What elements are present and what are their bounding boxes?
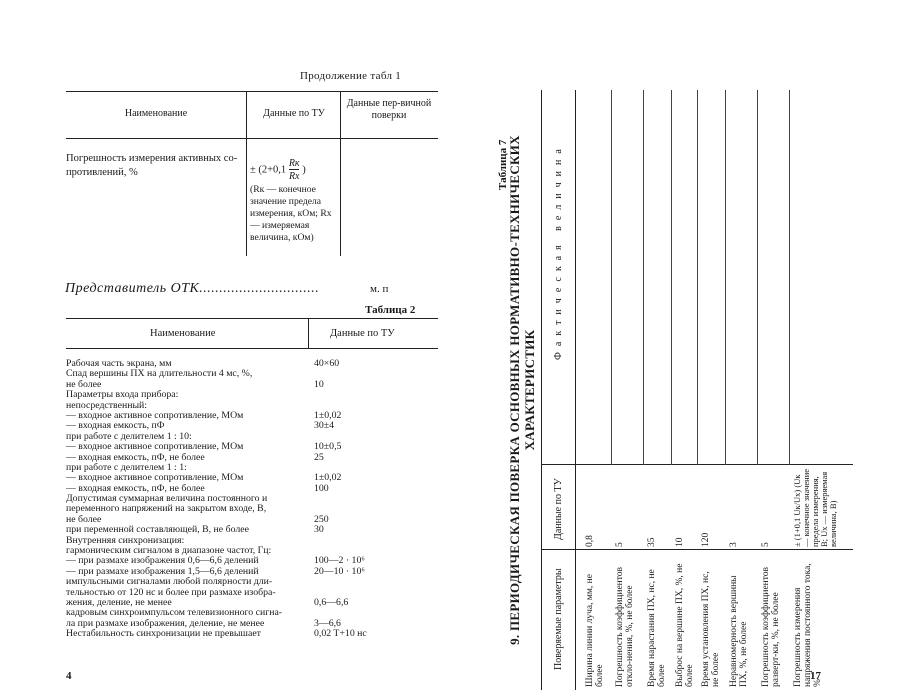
row-name: импульсными сигналами любой полярности дли- [66, 576, 273, 588]
row-value: 1±0,02 [314, 472, 342, 484]
table2-top-rule [66, 318, 438, 319]
row-value: 0,02 T+10 нс [314, 628, 367, 640]
row-name: Ширина линии луча, мм, не более [585, 574, 605, 687]
row-value: 1±0,02 [314, 409, 342, 421]
row-name: Время установления ПХ, нс, не более [701, 571, 721, 687]
table7-col-divider-1 [541, 549, 853, 550]
row-name: тельностью от 120 нс и более при размахе изобра- [66, 586, 276, 598]
row-value: 120 [701, 532, 711, 547]
left-page [0, 0, 445, 699]
table-row [66, 504, 436, 514]
rotated-table7 [495, 90, 855, 690]
table7-header-rule [575, 90, 576, 690]
row-name: — входная емкость, пФ, не более [66, 482, 205, 494]
row-value: 5 [761, 542, 771, 547]
table-row [66, 629, 436, 639]
table1-header-spec: Данные по ТУ [263, 108, 325, 119]
page-number-left: 4 [66, 670, 72, 682]
row-name: не более [66, 378, 102, 390]
fill-line [725, 90, 726, 465]
formula-prefix: ± (2+0,1 [250, 164, 287, 176]
otk-signature-line: Представитель ОТК.............................. [65, 281, 320, 296]
row-value: 100 [314, 482, 329, 494]
table1-col-divider-2 [340, 91, 341, 256]
fill-line [697, 90, 698, 465]
table1-header-rule [66, 138, 438, 139]
row-value: 30 [314, 524, 324, 536]
row-value: 10 [675, 537, 685, 547]
row-value: 40×60 [314, 358, 340, 369]
row-name: не более [66, 513, 102, 525]
row-name: — входная емкость, пФ, не более [66, 451, 205, 463]
table2-body [66, 359, 436, 640]
row-value: 10±0,5 [314, 441, 342, 453]
row-name: Погрешность коэффициентов откло-нения, %, не более [615, 566, 635, 687]
table1-col-divider-1 [246, 91, 247, 256]
table1-header-name: Наименование [124, 108, 188, 119]
fill-line [643, 90, 644, 465]
row-name: — входная емкость, пФ [66, 420, 165, 432]
page-number-right: 17 [810, 670, 821, 682]
table7-header-params: Поверяемые параметры [553, 568, 564, 670]
table1-top-rule [66, 91, 438, 92]
row-name: Нестабильность синхронизации не превышает [66, 628, 261, 640]
table1-row-formula [250, 158, 340, 182]
row-value: 20—10 · 10⁶ [314, 565, 365, 577]
formula-fraction [289, 158, 300, 182]
row-value: 25 [314, 451, 324, 463]
fraction-numerator: Rк [288, 158, 300, 169]
fraction-denominator: Rx [288, 171, 300, 182]
row-name: Рабочая часть экрана, мм [66, 358, 172, 369]
table1-row-name: Погрешность измерения активных со-противлений, % [66, 153, 238, 178]
right-page [455, 0, 900, 699]
section-title-line1: 9. ПЕРИОДИЧЕСКАЯ ПОВЕРКА ОСНОВНЫХ НОРМАТИВНО-ТЕХНИЧЕСКИХ [507, 135, 522, 645]
row-name: — при размахе изображения 1,5—6,6 делений [66, 565, 259, 577]
row-name: Параметры входа прибора: [66, 389, 179, 401]
row-name: — входное активное сопротивление, МОм [66, 472, 244, 484]
row-value: 10 [314, 378, 324, 390]
fill-line [789, 90, 790, 465]
row-name: непосредственный: [66, 399, 148, 411]
table2-header-name: Наименование [150, 328, 216, 339]
section-title [507, 90, 537, 690]
row-value: 250 [314, 513, 329, 525]
table-row [66, 442, 436, 452]
row-value: 5 [615, 542, 625, 547]
table2-header-spec: Данные по ТУ [330, 328, 395, 339]
row-name: Внутренняя синхронизация: [66, 534, 185, 546]
row-name: — входное активное сопротивление, МОм [66, 409, 244, 421]
row-name: переменного напряжений на закрытом входе, В, [66, 503, 267, 515]
row-value: 100—2 · 10⁶ [314, 555, 365, 567]
row-value: 0,6—6,6 [314, 596, 349, 608]
row-name: гармоническим сигналом в диапазоне частот, Гц: [66, 545, 272, 557]
table-row [66, 390, 436, 400]
section-title-line2: ХАРАКТЕРИСТИК [522, 329, 537, 451]
table2-col-divider [308, 318, 309, 348]
table7-header-spec: Данные по ТУ [553, 478, 564, 540]
row-value: 3 [729, 542, 739, 547]
row-value: 3—6,6 [314, 617, 341, 629]
row-name: при переменной составляющей, В, не более [66, 524, 249, 536]
row-name: Спад вершины ПХ на длительности 4 мс, %, [66, 368, 253, 380]
row-value: 35 [647, 537, 657, 547]
row-name: при работе с делителем 1 : 10: [66, 430, 192, 442]
row-value: ± (1+0,1 Uк/Ux) (Uк — конечное значение предела измерения, В; Ux — измеряемая величина, В) [792, 468, 838, 547]
row-name: Неравномерность вершины ПХ, %, не более [729, 575, 749, 687]
fill-line [611, 90, 612, 465]
table1-header-primary: Данные пер-вичной поверки [346, 98, 432, 121]
table-row [66, 369, 436, 379]
fill-line [671, 90, 672, 465]
row-name: — входное активное сопротивление, МОм [66, 441, 244, 453]
row-name: кадровым синхроимпульсом телевизионного сигна- [66, 607, 283, 619]
table7-caption: Таблица 7 [497, 139, 509, 190]
table7-top-rule [541, 90, 542, 690]
row-value: 30±4 [314, 420, 335, 432]
row-value: 0,8 [585, 535, 595, 547]
stamp-place-label: м. п [370, 283, 389, 295]
row-name: Погрешность измерения напряжения постоянного тока, % [793, 563, 823, 687]
table1-row-note: (Rк — конечное значение предела измерения, кОм; Rx — измеряемая величина, кОм) [250, 184, 332, 243]
row-name: Допустимая суммарная величина постоянного и [66, 493, 268, 505]
row-name: Погрешность коэффициентов разверт-ки, %, не более [761, 566, 781, 687]
table2-caption: Таблица 2 [365, 304, 416, 316]
row-name: жения, деление, не менее [66, 596, 172, 608]
table2-header-rule [66, 348, 438, 349]
formula-suffix: ) [302, 164, 306, 176]
row-name: Выброс на вершине ПХ, %, не более [675, 563, 695, 687]
table7-header-actual: Фактическая величина [553, 143, 564, 360]
row-name: при работе с делителем 1 : 1: [66, 461, 187, 473]
row-name: ла при размахе изображения, деление, не менее [66, 617, 265, 629]
table-continuation-caption: Продолжение табл 1 [300, 70, 402, 82]
fill-line [757, 90, 758, 465]
row-name: — при размахе изображения 0,6—6,6 делений [66, 555, 259, 567]
row-name: Время нарастания ПХ, нс, не более [647, 569, 667, 687]
